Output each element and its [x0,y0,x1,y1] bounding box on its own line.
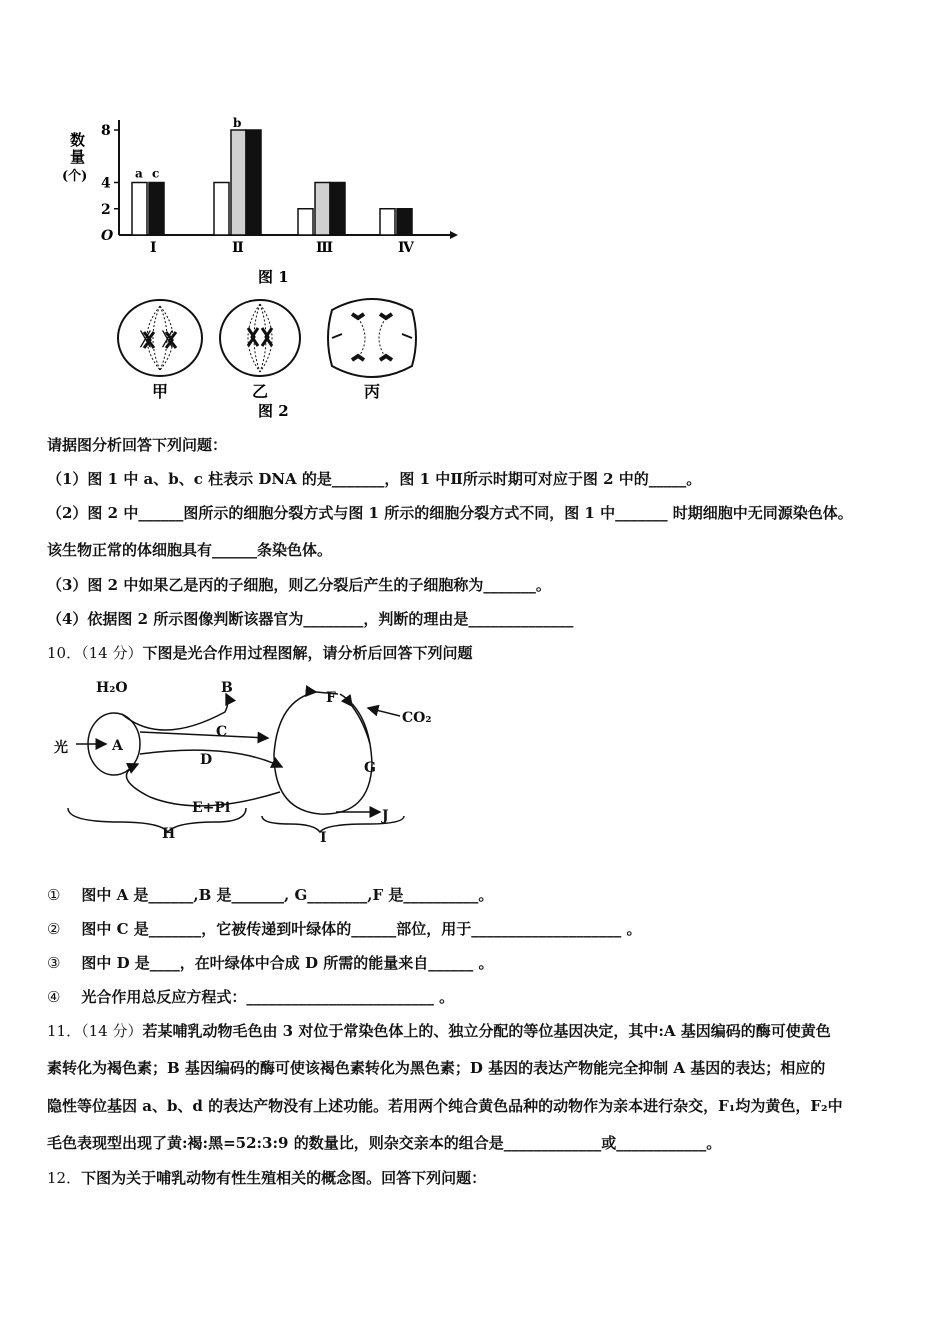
label-b: B [221,680,233,696]
q12-heading [47,1168,486,1188]
cell-bing [328,299,416,377]
x-category-label: Ⅳ [398,240,414,256]
label-g: G [364,760,376,776]
y-tick-label: O [101,228,114,244]
item-text: 光合作用总反应方程式：_________________________ 。 [81,988,455,1006]
q10-title: 下图是光合作用过程图解，请分析后回答下列问题 [142,644,473,662]
bar-a-2 [214,183,229,236]
cell-yi [220,300,300,376]
cell-jia [118,300,202,376]
label-d: D [200,752,213,768]
q9-intro: 请据图分析回答下列问题： [47,436,228,454]
q11-number: 11．（14 分） [47,1022,143,1040]
q10-item-2 [47,919,641,939]
figure-1-chart [60,110,470,290]
cell-label-yi: 乙 [252,382,269,401]
item-mark: ④ [47,988,61,1006]
item-mark: ① [47,886,61,904]
bar-c-4 [397,209,412,235]
label-e-pi: E+Pi [192,800,231,816]
label-f: F [326,690,336,706]
bar-label-b: b [233,116,242,130]
x-category-label: Ⅲ [316,240,334,256]
q10-item-3 [47,953,493,973]
y-label-line: 数 [70,131,86,149]
y-tick-label: 2 [101,201,111,218]
q10-item-4 [47,987,454,1007]
cell-label-jia: 甲 [152,382,169,401]
svg-text:ᚷ: ᚷ [162,329,173,350]
item-text: 图中 A 是______,B 是_______, G________,F 是__________。 [81,886,494,904]
figure-1-caption: 图 1 [258,268,289,286]
q10-heading [47,643,472,663]
y-tick-label: 8 [101,123,111,139]
x-category-label: Ⅰ [150,240,157,256]
bar-a-4 [380,209,395,235]
bar-c-1 [149,183,164,236]
bar-b-3 [315,183,330,236]
q9-part4: （4）依据图 2 所示图像判断该器官为________，判断的理由是______________ [47,610,574,628]
bar-a-3 [298,209,313,235]
q11-line-3: 隐性等位基因 a、b、d 的表达产物没有上述功能。若用两个纯合黄色品种的动物作为亲本进行杂交，F₁均为黄色，F₂中 [47,1097,843,1115]
q9-part2b: 该生物正常的体细胞具有______条染色体。 [47,541,333,559]
x-category-label: Ⅱ [232,240,244,256]
calvin-cycle-oval [274,692,372,814]
bar-c-3 [330,183,345,236]
cell-label-bing: 丙 [364,382,381,401]
q11-line-4: 毛色表现型出现了黄:褐:黑=52:3:9 的数量比，则杂交亲本的组合是_____________或____________。 [47,1134,722,1152]
bar-b-2 [231,130,246,235]
photosynthesis-diagram [50,672,450,852]
x-axis-arrow [450,231,458,239]
figure-2-cells [110,290,430,420]
bar-a-1 [132,183,147,236]
bar-label-a: a [135,166,143,181]
y-label-line: (个) [62,169,88,184]
label-j: J [382,808,389,824]
item-mark: ③ [47,954,61,972]
q9-part2a: （2）图 2 中______图所示的细胞分裂方式与图 1 所示的细胞分裂方式不同，图 1 中_______ 时期细胞中无同源染色体。 [47,504,853,522]
label-h2o: H₂O [96,680,128,696]
q9-part3: （3）图 2 中如果乙是丙的子细胞，则乙分裂后产生的子细胞称为_______。 [47,576,551,594]
y-axis-label [62,131,87,184]
svg-text:ᚷ: ᚷ [140,329,151,350]
label-a: A [112,738,123,754]
q12-title: 下图为关于哺乳动物有性生殖相关的概念图。回答下列问题： [81,1169,487,1187]
q10-number: 10．（14 分） [47,644,143,662]
label-light: 光 [54,740,68,756]
label-c: C [216,724,228,740]
item-text: 图中 C 是_______，它被传递到叶绿体的______部位，用于____________________ 。 [81,920,642,938]
q11-line-2: 素转化为褐色素；B 基因编码的酶可使该褐色素转化为黑色素；D 基因的表达产物能完全抑制 A 基因的表达；相应的 [47,1059,826,1077]
label-i: I [320,830,327,846]
item-mark: ② [47,920,61,938]
q10-item-1 [47,885,493,905]
y-tick-label: 4 [101,175,111,192]
q11-text-1: 若某哺乳动物毛色由 3 对位于常染色体上的、独立分配的等位基因决定，其中:A 基因编码的酶可使黄色 [142,1022,831,1040]
label-h: H [162,826,176,842]
bar-c-2 [246,130,261,235]
q9-part1: （1）图 1 中 a、b、c 柱表示 DNA 的是_______，图 1 中Ⅱ所示时期可对应于图 2 中的_____。 [47,470,702,488]
label-co2: CO₂ [402,710,432,726]
y-label-line: 量 [70,148,86,166]
q11-line-1 [47,1021,831,1041]
q12-number: 12． [47,1169,82,1187]
bar-label-c: c [152,166,160,181]
figure-2-caption: 图 2 [258,402,289,420]
item-text: 图中 D 是____，在叶绿体中合成 D 所需的能量来自______ 。 [81,954,494,972]
